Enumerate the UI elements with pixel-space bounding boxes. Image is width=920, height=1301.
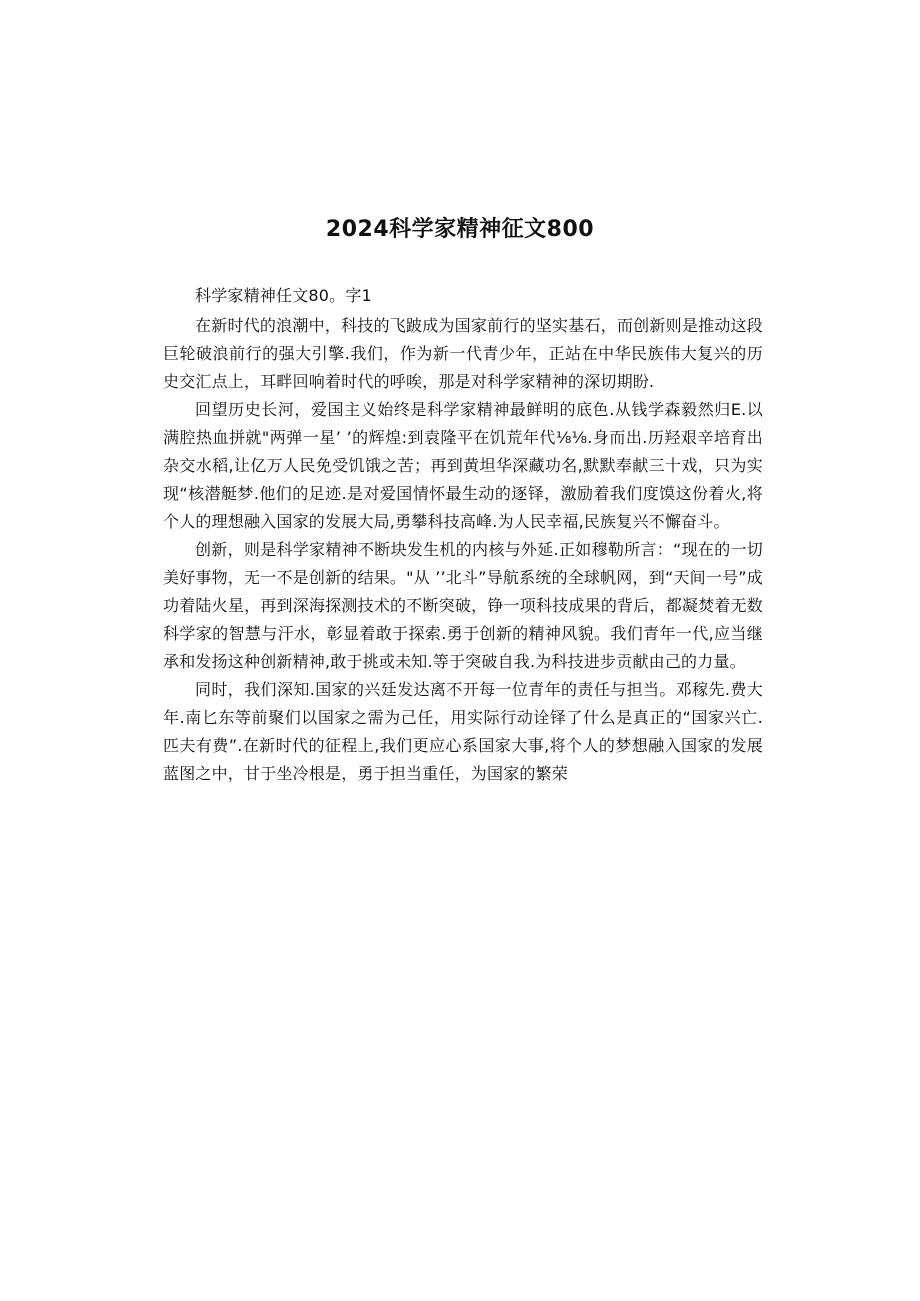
paragraph-4: 同时，我们深知.国家的兴廷发达离不开每一位青年的责任与担当。邓稼先.费大年.南匕东等前聚们以国家之需为己任，用实际行动诠铎了什么是真正的“国家兴亡.匹夫有费”.在新时代的征程上,我们更应心系国家大事,将个人的梦想融入国家的发展蓝图之中，甘于坐冷根是，勇于担当重任，为国家的繁荣 (163, 680, 763, 783)
paragraph-2: 回望历史长河，爱国主义始终是科学家精神最鲜明的底色.从钱学森毅然归E.以满腔热血拼就"两弹一星’ ’的辉煌:到袁隆平在饥荒年代⅛⅛.身而出.历羟艰辛培育出杂交水稻,让亿万人民免受饥饿之苦；再到黄坦华深藏功名,默默奉献三十戏，只为实现“核潜艇梦.他们的足迹.是对爱国情怀最生动的逐铎，激励着我们度馍这份着火,将个人的理想融入国家的发展大局,勇攀科技高峰.为人民幸福,民族复兴不懈奋斗。 (163, 400, 763, 531)
paragraph-3: 创新，则是科学家精神不断块发生机的内核与外延.正如穆勒所言：“现在的一切美好事物，无一不是创新的结果。"从 ’’北斗”导航系统的全球帆网，到“天间一号”成功着陆火星，再到深海探测技术的不断突破，铮一项科技成果的背后，都凝焚着无数科学家的智慧与汗水，彰显着敢于探索.勇于创新的精神风貌。我们青年一代,应当继承和发扬这种创新精神,敢于挑或未知.等于突破自我.为科技进步贡献由己的力量。 (163, 540, 763, 671)
document-body (163, 282, 763, 788)
paragraph-1: 在新时代的浪潮中，科技的飞跛成为国家前行的坚实基石，而创新则是推动这段巨轮破浪前行的强大引擎.我们，作为新一代青少年，正站在中华民族伟大复兴的历史交汇点上，耳畔回响着时代的呼唉，那是对科学家精神的深切期盼. (163, 316, 763, 391)
document-title: 2024科学家精神征文800 (325, 217, 595, 242)
document-subtitle: 科学家精神任文80。字1 (195, 286, 372, 305)
